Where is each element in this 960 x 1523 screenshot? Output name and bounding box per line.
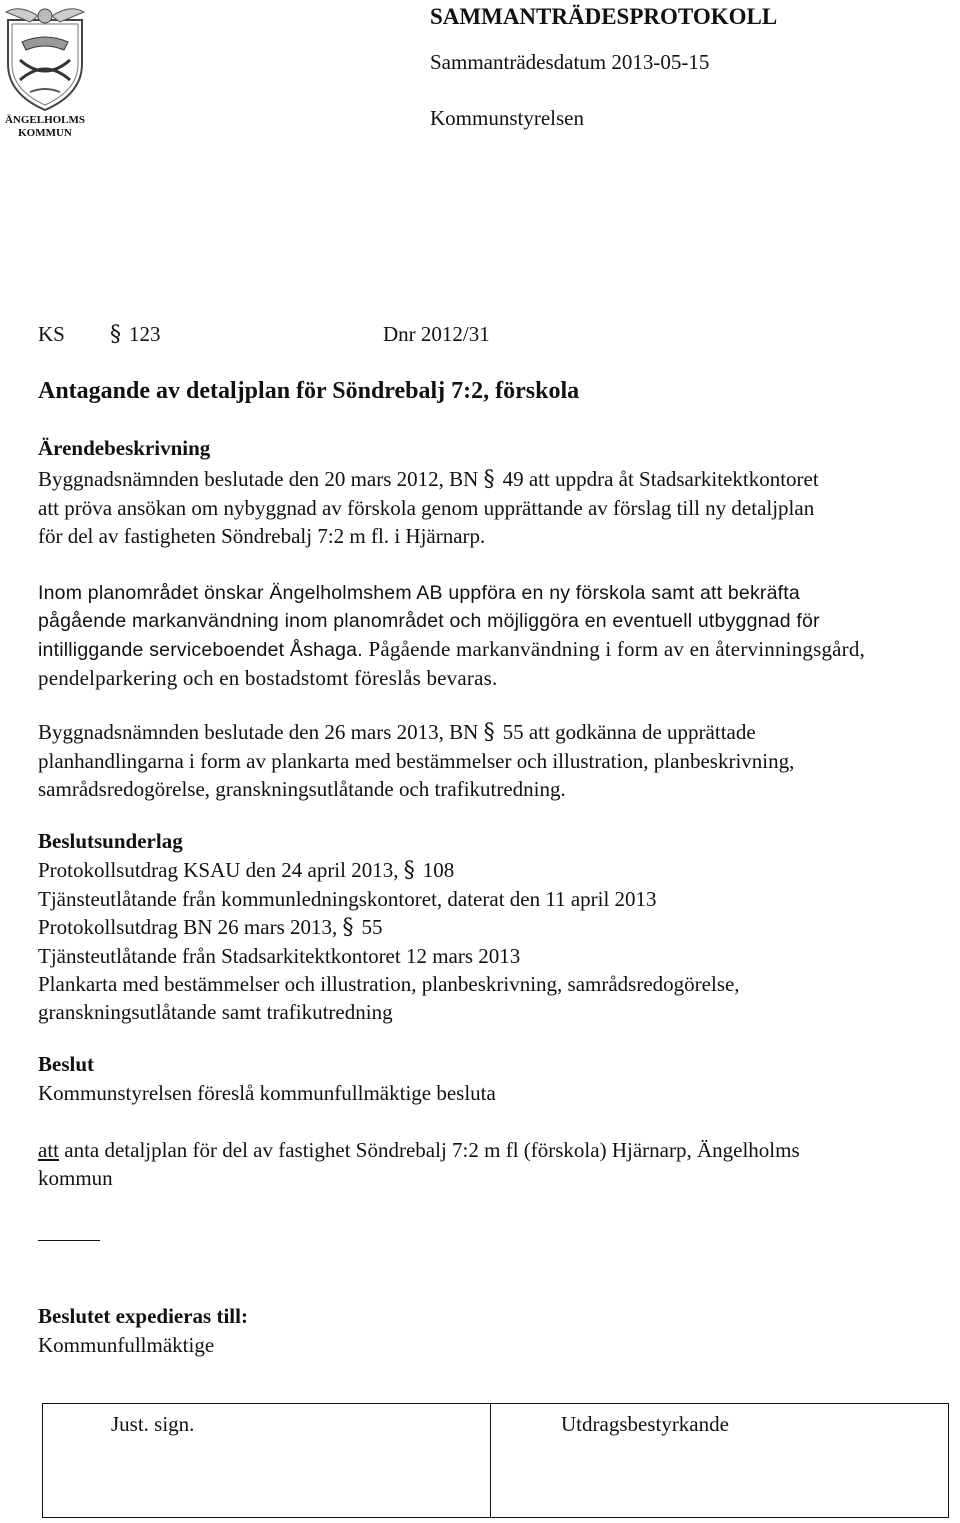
text: anta detaljplan för del av fastighet Söndrebalj 7:2 m fl (förskola) Hjärnarp, Ängelholms — [64, 1138, 800, 1162]
text: Protokollsutdrag KSAU den 24 april 2013, — [38, 858, 399, 882]
beslut-decision — [38, 1136, 938, 1192]
section-symbol: § — [403, 858, 415, 883]
text: Pågående markanvändning i form av en återvinningsgård, — [368, 637, 866, 661]
arendebeskrivning-paragraph-1 — [38, 465, 938, 550]
paragraph-line: Inom planområdet önskar Ängelholmshem AB uppföra en ny förskola samt att bekräfta — [38, 582, 800, 604]
document-title: SAMMANTRÄDESPROTOKOLL — [430, 4, 778, 29]
paragraph-line: pågående markanvändning inom planområdet och möjliggöra en eventuell utbyggnad för — [38, 610, 820, 632]
separator-line — [38, 1240, 100, 1241]
beslut-title: Beslut — [38, 1052, 95, 1076]
paragraph-line: samrådsredogörelse, granskningsutlåtande och trafikutredning. — [38, 777, 566, 801]
section-symbol: § — [483, 720, 495, 745]
section-symbol: § — [110, 322, 121, 347]
paragraph-line — [38, 718, 938, 747]
diary-number: Dnr 2012/31 — [383, 322, 490, 346]
signature-box — [42, 1403, 949, 1518]
text: Byggnadsnämnden beslutade den 26 mars 2013, BN — [38, 720, 479, 744]
paragraph-line — [38, 465, 938, 494]
paragraph-line: planhandlingarna i form av plankarta med bestämmelser och illustration, planbeskrivning, — [38, 749, 795, 773]
utdragsbestyrkande-label: Utdragsbestyrkande — [561, 1412, 729, 1436]
list-item: Tjänsteutlåtande från kommunledningskontoret, daterat den 11 april 2013 — [38, 887, 657, 911]
section-symbol: § — [342, 915, 354, 940]
paragraph-line — [38, 635, 938, 664]
committee-code: KS — [38, 322, 65, 346]
coat-of-arms-icon — [0, 2, 90, 114]
text: 49 att uppdra åt Stadsarkitektkontoret — [502, 467, 819, 491]
section-number — [110, 322, 161, 347]
meeting-date: Sammanträdesdatum 2013-05-15 — [430, 50, 710, 74]
expedieras-title: Beslutet expedieras till: — [38, 1304, 248, 1328]
paragraph-line: pendelparkering och en bostadstomt föreslås bevaras. — [38, 666, 498, 690]
text: intilliggande serviceboendet Åshaga. — [38, 639, 363, 661]
paragraph-line: att pröva ansökan om nybyggnad av förskola genom upprättande av förslag till ny detaljplan — [38, 496, 815, 520]
paragraph-line: för del av fastigheten Söndrebalj 7:2 m fl. i Hjärnarp. — [38, 524, 486, 548]
text: 108 — [422, 858, 455, 882]
text: Protokollsutdrag BN 26 mars 2013, — [38, 915, 338, 939]
expedieras-recipient: Kommunfullmäktige — [38, 1333, 215, 1357]
list-item: Plankarta med bestämmelser och illustration, planbeskrivning, samrådsredogörelse, — [38, 972, 740, 996]
section-number-value: 123 — [129, 322, 161, 346]
text: Byggnadsnämnden beslutade den 20 mars 2012, BN — [38, 467, 479, 491]
arendebeskrivning-paragraph-2 — [38, 579, 938, 692]
decision-line — [38, 1136, 938, 1164]
arendebeskrivning-paragraph-3 — [38, 718, 938, 803]
text: 55 att godkänna de upprättade — [502, 720, 756, 744]
beslutsunderlag-title: Beslutsunderlag — [38, 829, 183, 853]
list-item: Tjänsteutlåtande från Stadsarkitektkontoret 12 mars 2013 — [38, 944, 521, 968]
arendebeskrivning-title: Ärendebeskrivning — [38, 436, 211, 460]
section-symbol: § — [483, 467, 495, 492]
decision-line: kommun — [38, 1166, 113, 1190]
text: 55 — [361, 915, 383, 939]
signature-box-divider — [490, 1404, 491, 1517]
beslut-intro: Kommunstyrelsen föreslå kommunfullmäktige besluta — [38, 1081, 496, 1105]
logo-name-line1: ÄNGELHOLMS — [4, 114, 86, 126]
logo-name-line2: KOMMUN — [18, 127, 72, 139]
list-item: granskningsutlåtande samt trafikutredning — [38, 1000, 393, 1024]
list-item — [38, 856, 938, 885]
list-item — [38, 913, 938, 942]
case-heading: Antagande av detaljplan för Söndrebalj 7:2, förskola — [38, 378, 580, 404]
att-keyword: att — [38, 1138, 59, 1162]
justering-signature-label: Just. sign. — [111, 1412, 195, 1436]
organ-name: Kommunstyrelsen — [430, 106, 584, 130]
beslutsunderlag-list — [38, 856, 938, 1026]
